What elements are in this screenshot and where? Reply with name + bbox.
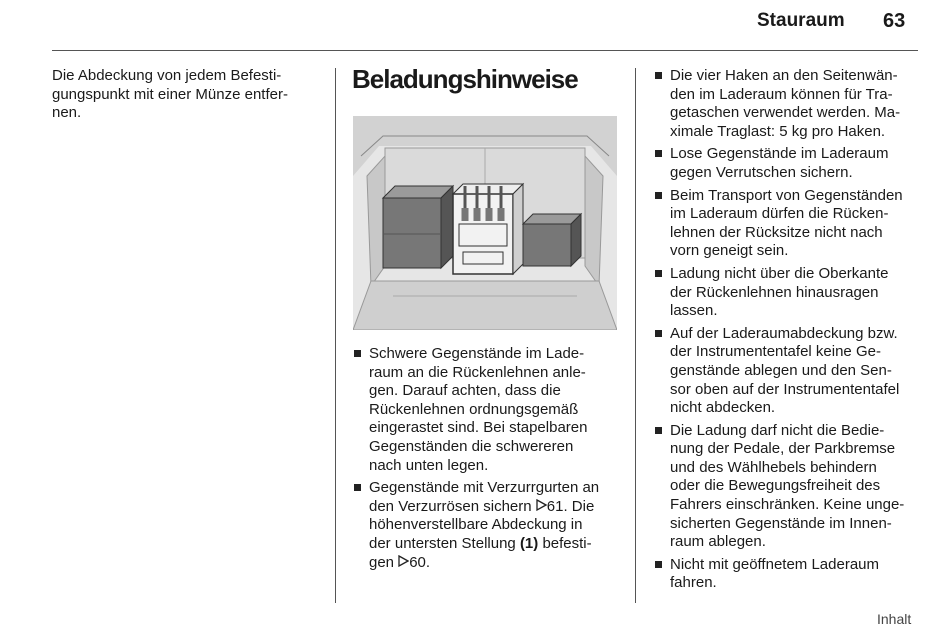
bullet-square	[655, 150, 662, 157]
cover-removal-text: Die Abdeckung von jedem Befesti- gungspunkt mit einer Münze entfer- nen.	[52, 67, 288, 122]
page-number: 63	[883, 10, 906, 32]
middle-column-list	[353, 345, 625, 576]
column-divider-left	[335, 68, 336, 603]
bullet-text: Schwere Gegenstände im Lade- raum an die Rückenlehnen anle- gen. Darauf achten, dass die Rückenlehnen ordnungsgemäß eingerastet sind. Bei stapelbaren Gegenständen die schwereren nach unten legen.	[369, 345, 588, 474]
cross-reference-link[interactable]	[398, 554, 426, 571]
bullet-square	[354, 350, 361, 357]
bullet-square	[655, 330, 662, 337]
bullet-text: Lose Gegenstände im Laderaum gegen Verrutschen sichern.	[670, 145, 889, 181]
bottle-crate-shape	[453, 184, 523, 274]
column-divider-right	[635, 68, 636, 603]
section-heading: Beladungshinweise	[352, 64, 578, 94]
bullet-text: Gegenstände mit Verzurrgurten an den Verzurrösen sichern 61. Die höhenverstellbare Abdeckung in der untersten Stellung (1) befesti- gen 60.	[369, 479, 600, 571]
bullet-square	[655, 72, 662, 79]
bullet-text: Ladung nicht über die Oberkante der Rückenlehnen hinausragen lassen.	[670, 264, 889, 320]
bullet-square	[655, 192, 662, 199]
list-item	[654, 145, 924, 182]
list-item	[654, 422, 924, 552]
right-column-list	[654, 67, 924, 597]
cargo-illustration	[353, 116, 617, 330]
box-right-shape	[523, 214, 581, 266]
bullet-text: Die Ladung darf nicht die Bedie- nung der Pedale, der Parkbremse und des Wählhebels behindern oder die Bewegungsfreiheit des Fahrers einschränken. Keine unge- sicherten Gegenstände im Innen- raum ablegen.	[670, 421, 905, 551]
bullet-square	[354, 484, 361, 491]
bullet-text: Die vier Haken an den Seitenwän- den im Laderaum können für Tra- getaschen verwendet werden. Ma- ximale Traglast: 5 kg pro Haken.	[670, 67, 901, 140]
list-item	[654, 325, 924, 418]
bullet-square	[655, 561, 662, 568]
bullet-square	[655, 270, 662, 277]
list-item	[654, 265, 924, 321]
left-column	[52, 67, 322, 123]
bullet-text: Auf der Laderaumabdeckung bzw. der Instrumententafel keine Ge- genstände ablegen und den Sen- sor oben auf der Instrumententafel nicht abdecken.	[670, 324, 900, 417]
bullet-text: Nicht mit geöffnetem Laderaum fahren.	[670, 555, 879, 592]
cross-reference-page: 61	[546, 497, 564, 515]
position-label: (1)	[519, 534, 539, 552]
list-item	[654, 556, 924, 593]
cross-reference-link[interactable]	[536, 498, 564, 515]
list-item	[654, 67, 924, 141]
list-item	[353, 345, 625, 475]
footer-contents-link[interactable]: Inhalt	[877, 611, 912, 627]
cross-reference-page: 60	[409, 553, 426, 571]
list-item	[654, 187, 924, 261]
header-rule	[52, 50, 918, 51]
bullet-square	[655, 427, 662, 434]
arrow-right-icon	[398, 555, 409, 567]
bullet-text: Beim Transport von Gegenständen im Laderaum dürfen die Rücken- lehnen der Rücksitze nicht nach vorn geneigt sein.	[670, 186, 903, 260]
arrow-right-icon	[536, 499, 547, 511]
list-item	[353, 479, 625, 572]
page-header-title: Stauraum	[757, 10, 845, 31]
box-left-shape	[383, 186, 453, 268]
